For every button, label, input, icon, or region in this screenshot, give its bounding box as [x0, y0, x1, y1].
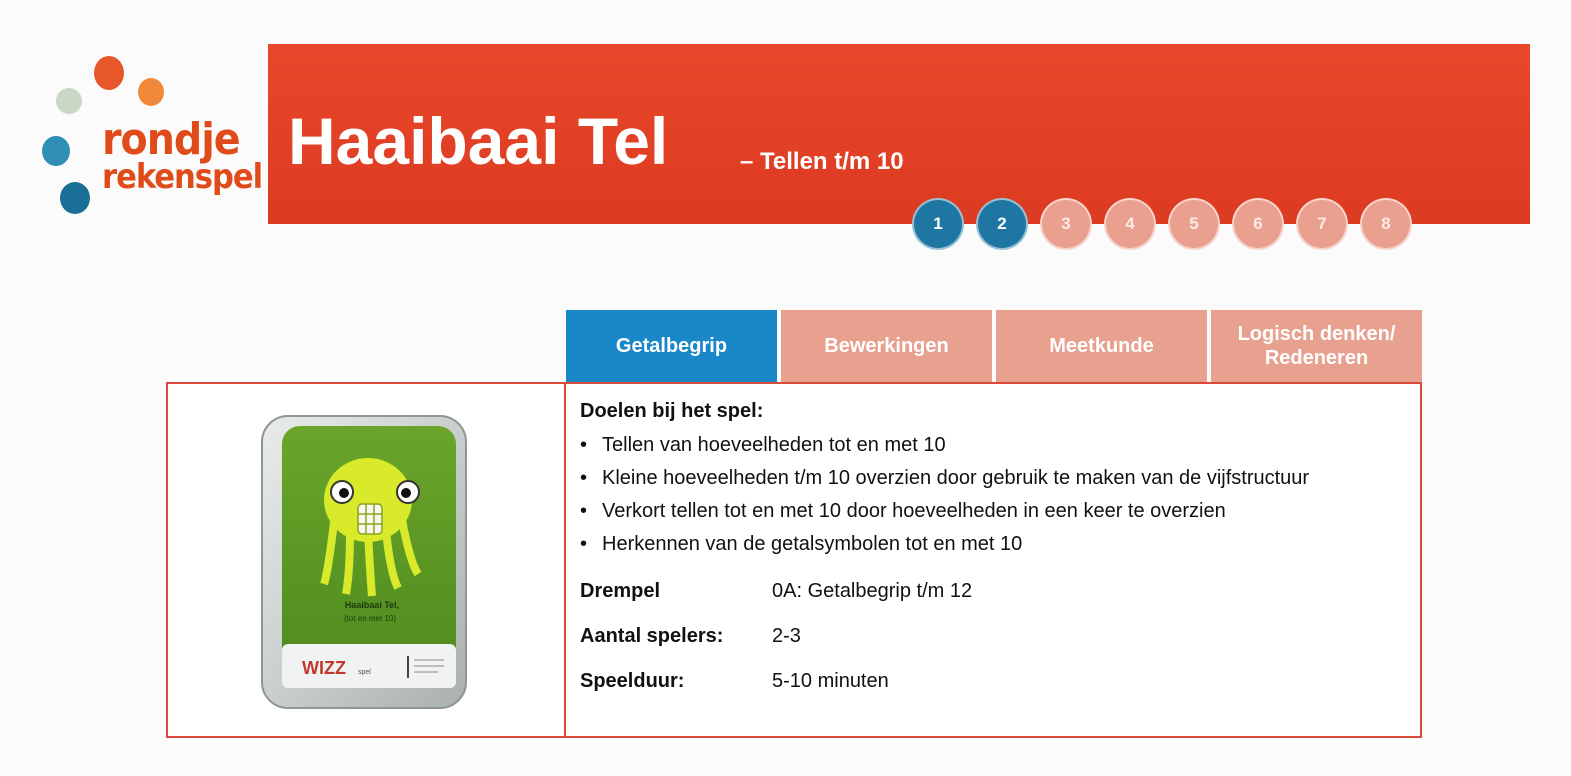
content-divider [564, 382, 566, 738]
level-8: 8 [1360, 198, 1412, 250]
game-details [580, 569, 1416, 704]
logo-dot-icon [94, 56, 124, 90]
logo-dot-icon [60, 182, 90, 214]
level-2: 2 [976, 198, 1028, 250]
logo-text [102, 114, 263, 197]
goals-list [580, 429, 1416, 561]
level-5: 5 [1168, 198, 1220, 250]
rondje-rekenspel-logo [36, 48, 266, 228]
detail-row-spelers [580, 614, 1416, 659]
logo-dot-icon [56, 88, 82, 114]
goal-item: • Tellen van hoeveelheden tot en met 10 [580, 429, 1416, 462]
goal-item: • Verkort tellen tot en met 10 door hoeveelheden in een keer te overzien [580, 495, 1416, 528]
game-box-image [258, 412, 470, 712]
detail-value: 5-10 minuten [772, 670, 889, 692]
detail-value: 0A: Getalbegrip t/m 12 [772, 580, 973, 602]
box-text-2: (tot en met 10) [343, 614, 397, 623]
level-1: 1 [912, 198, 964, 250]
page-title: Haaibaai Tel [288, 104, 669, 178]
box-brand: WIZZ [302, 658, 346, 678]
level-3: 3 [1040, 198, 1092, 250]
detail-row-speelduur [580, 659, 1416, 704]
logo-line-2: rekenspel [102, 157, 263, 197]
category-tabs [566, 310, 1422, 382]
level-4: 4 [1104, 198, 1156, 250]
logo-dot-icon [42, 136, 70, 166]
logo-line-1: rondje [102, 114, 240, 165]
goal-item: • Herkennen van de getalsymbolen tot en met 10 [580, 528, 1416, 561]
box-brand-sub: spel [358, 669, 371, 676]
detail-label: Drempel [580, 580, 661, 602]
tab-logisch-denken[interactable]: Logisch denken/ Redeneren [1211, 310, 1422, 382]
logo-dot-icon [138, 78, 164, 106]
detail-label: Speelduur: [580, 670, 685, 692]
level-6: 6 [1232, 198, 1284, 250]
tab-meetkunde[interactable]: Meetkunde [996, 310, 1207, 382]
box-text-1: Haaibaai Tel, [344, 600, 400, 610]
tab-bewerkingen[interactable]: Bewerkingen [781, 310, 992, 382]
goal-item: • Kleine hoeveelheden t/m 10 overzien door gebruik te maken van de vijfstructuur [580, 462, 1416, 495]
game-info [580, 400, 1416, 704]
level-7: 7 [1296, 198, 1348, 250]
goals-heading: Doelen bij het spel: [580, 400, 764, 422]
detail-row-drempel [580, 569, 1416, 614]
tab-getalbegrip[interactable]: Getalbegrip [566, 310, 777, 382]
detail-value: 2-3 [772, 625, 801, 647]
page-subtitle: – Tellen t/m 10 [740, 148, 904, 175]
detail-label: Aantal spelers: [580, 625, 724, 647]
